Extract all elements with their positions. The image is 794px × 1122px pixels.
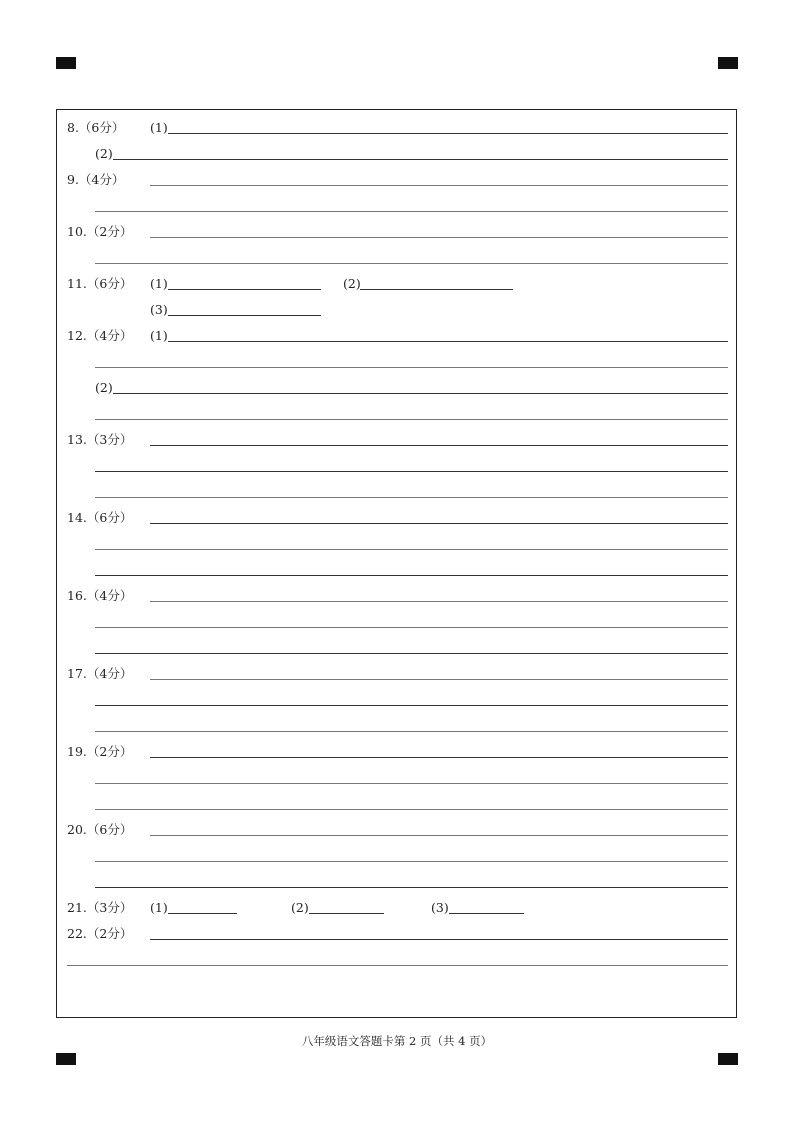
question-number: 8.（6分） (67, 120, 125, 135)
registration-mark-top-right (718, 57, 738, 69)
registration-mark-bottom-right (718, 1053, 738, 1065)
answer-line[interactable] (150, 835, 728, 836)
answer-line[interactable] (95, 575, 728, 576)
registration-mark-top-left (56, 57, 76, 69)
answer-line[interactable] (95, 731, 728, 732)
answer-line[interactable] (150, 185, 728, 186)
answer-line[interactable] (95, 549, 728, 550)
sub-question-label: (3) (431, 900, 449, 915)
sub-question-label: (2) (291, 900, 309, 915)
answer-area-frame (56, 109, 737, 1018)
sub-question-label: (1) (150, 276, 168, 291)
sub-question-label: (1) (150, 900, 168, 915)
answer-line[interactable] (95, 809, 728, 810)
question-number: 11.（6分） (67, 276, 133, 291)
question-number: 9.（4分） (67, 172, 125, 187)
answer-line[interactable] (95, 471, 728, 472)
sub-question-label: (2) (343, 276, 361, 291)
question-number: 12.（4分） (67, 328, 133, 343)
answer-line[interactable] (150, 445, 728, 446)
answer-line[interactable] (168, 289, 321, 290)
answer-line[interactable] (150, 679, 728, 680)
question-number: 19.（2分） (67, 744, 133, 759)
answer-line[interactable] (150, 601, 728, 602)
question-number: 14.（6分） (67, 510, 133, 525)
answer-line[interactable] (95, 783, 728, 784)
question-number: 17.（4分） (67, 666, 133, 681)
sub-question-label: (1) (150, 120, 168, 135)
answer-line[interactable] (67, 965, 728, 966)
answer-line[interactable] (95, 705, 728, 706)
answer-line[interactable] (150, 757, 728, 758)
page-footer: 八年级语文答题卡第 2 页（共 4 页） (301, 1034, 493, 1048)
answer-line[interactable] (95, 887, 728, 888)
answer-line[interactable] (360, 289, 513, 290)
answer-line[interactable] (113, 393, 728, 394)
answer-line[interactable] (150, 523, 728, 524)
answer-line[interactable] (95, 263, 728, 264)
answer-line[interactable] (168, 341, 728, 342)
sub-question-label: (2) (95, 146, 113, 161)
question-number: 16.（4分） (67, 588, 133, 603)
sub-question-label: (1) (150, 328, 168, 343)
answer-line[interactable] (95, 367, 728, 368)
registration-mark-bottom-left (56, 1053, 76, 1065)
answer-line[interactable] (95, 419, 728, 420)
question-number: 13.（3分） (67, 432, 133, 447)
question-number: 21.（3分） (67, 900, 133, 915)
question-number: 10.（2分） (67, 224, 133, 239)
answer-line[interactable] (95, 653, 728, 654)
question-number: 20.（6分） (67, 822, 133, 837)
answer-line[interactable] (168, 913, 237, 914)
answer-line[interactable] (113, 159, 728, 160)
answer-line[interactable] (95, 211, 728, 212)
answer-line[interactable] (95, 627, 728, 628)
sub-question-label: (2) (95, 380, 113, 395)
answer-line[interactable] (150, 939, 728, 940)
answer-line[interactable] (95, 861, 728, 862)
answer-line[interactable] (449, 913, 524, 914)
answer-line[interactable] (95, 497, 728, 498)
sub-question-label: (3) (150, 302, 168, 317)
answer-line[interactable] (150, 237, 728, 238)
answer-line[interactable] (168, 315, 321, 316)
answer-line[interactable] (168, 133, 728, 134)
answer-line[interactable] (309, 913, 384, 914)
question-number: 22.（2分） (67, 926, 133, 941)
